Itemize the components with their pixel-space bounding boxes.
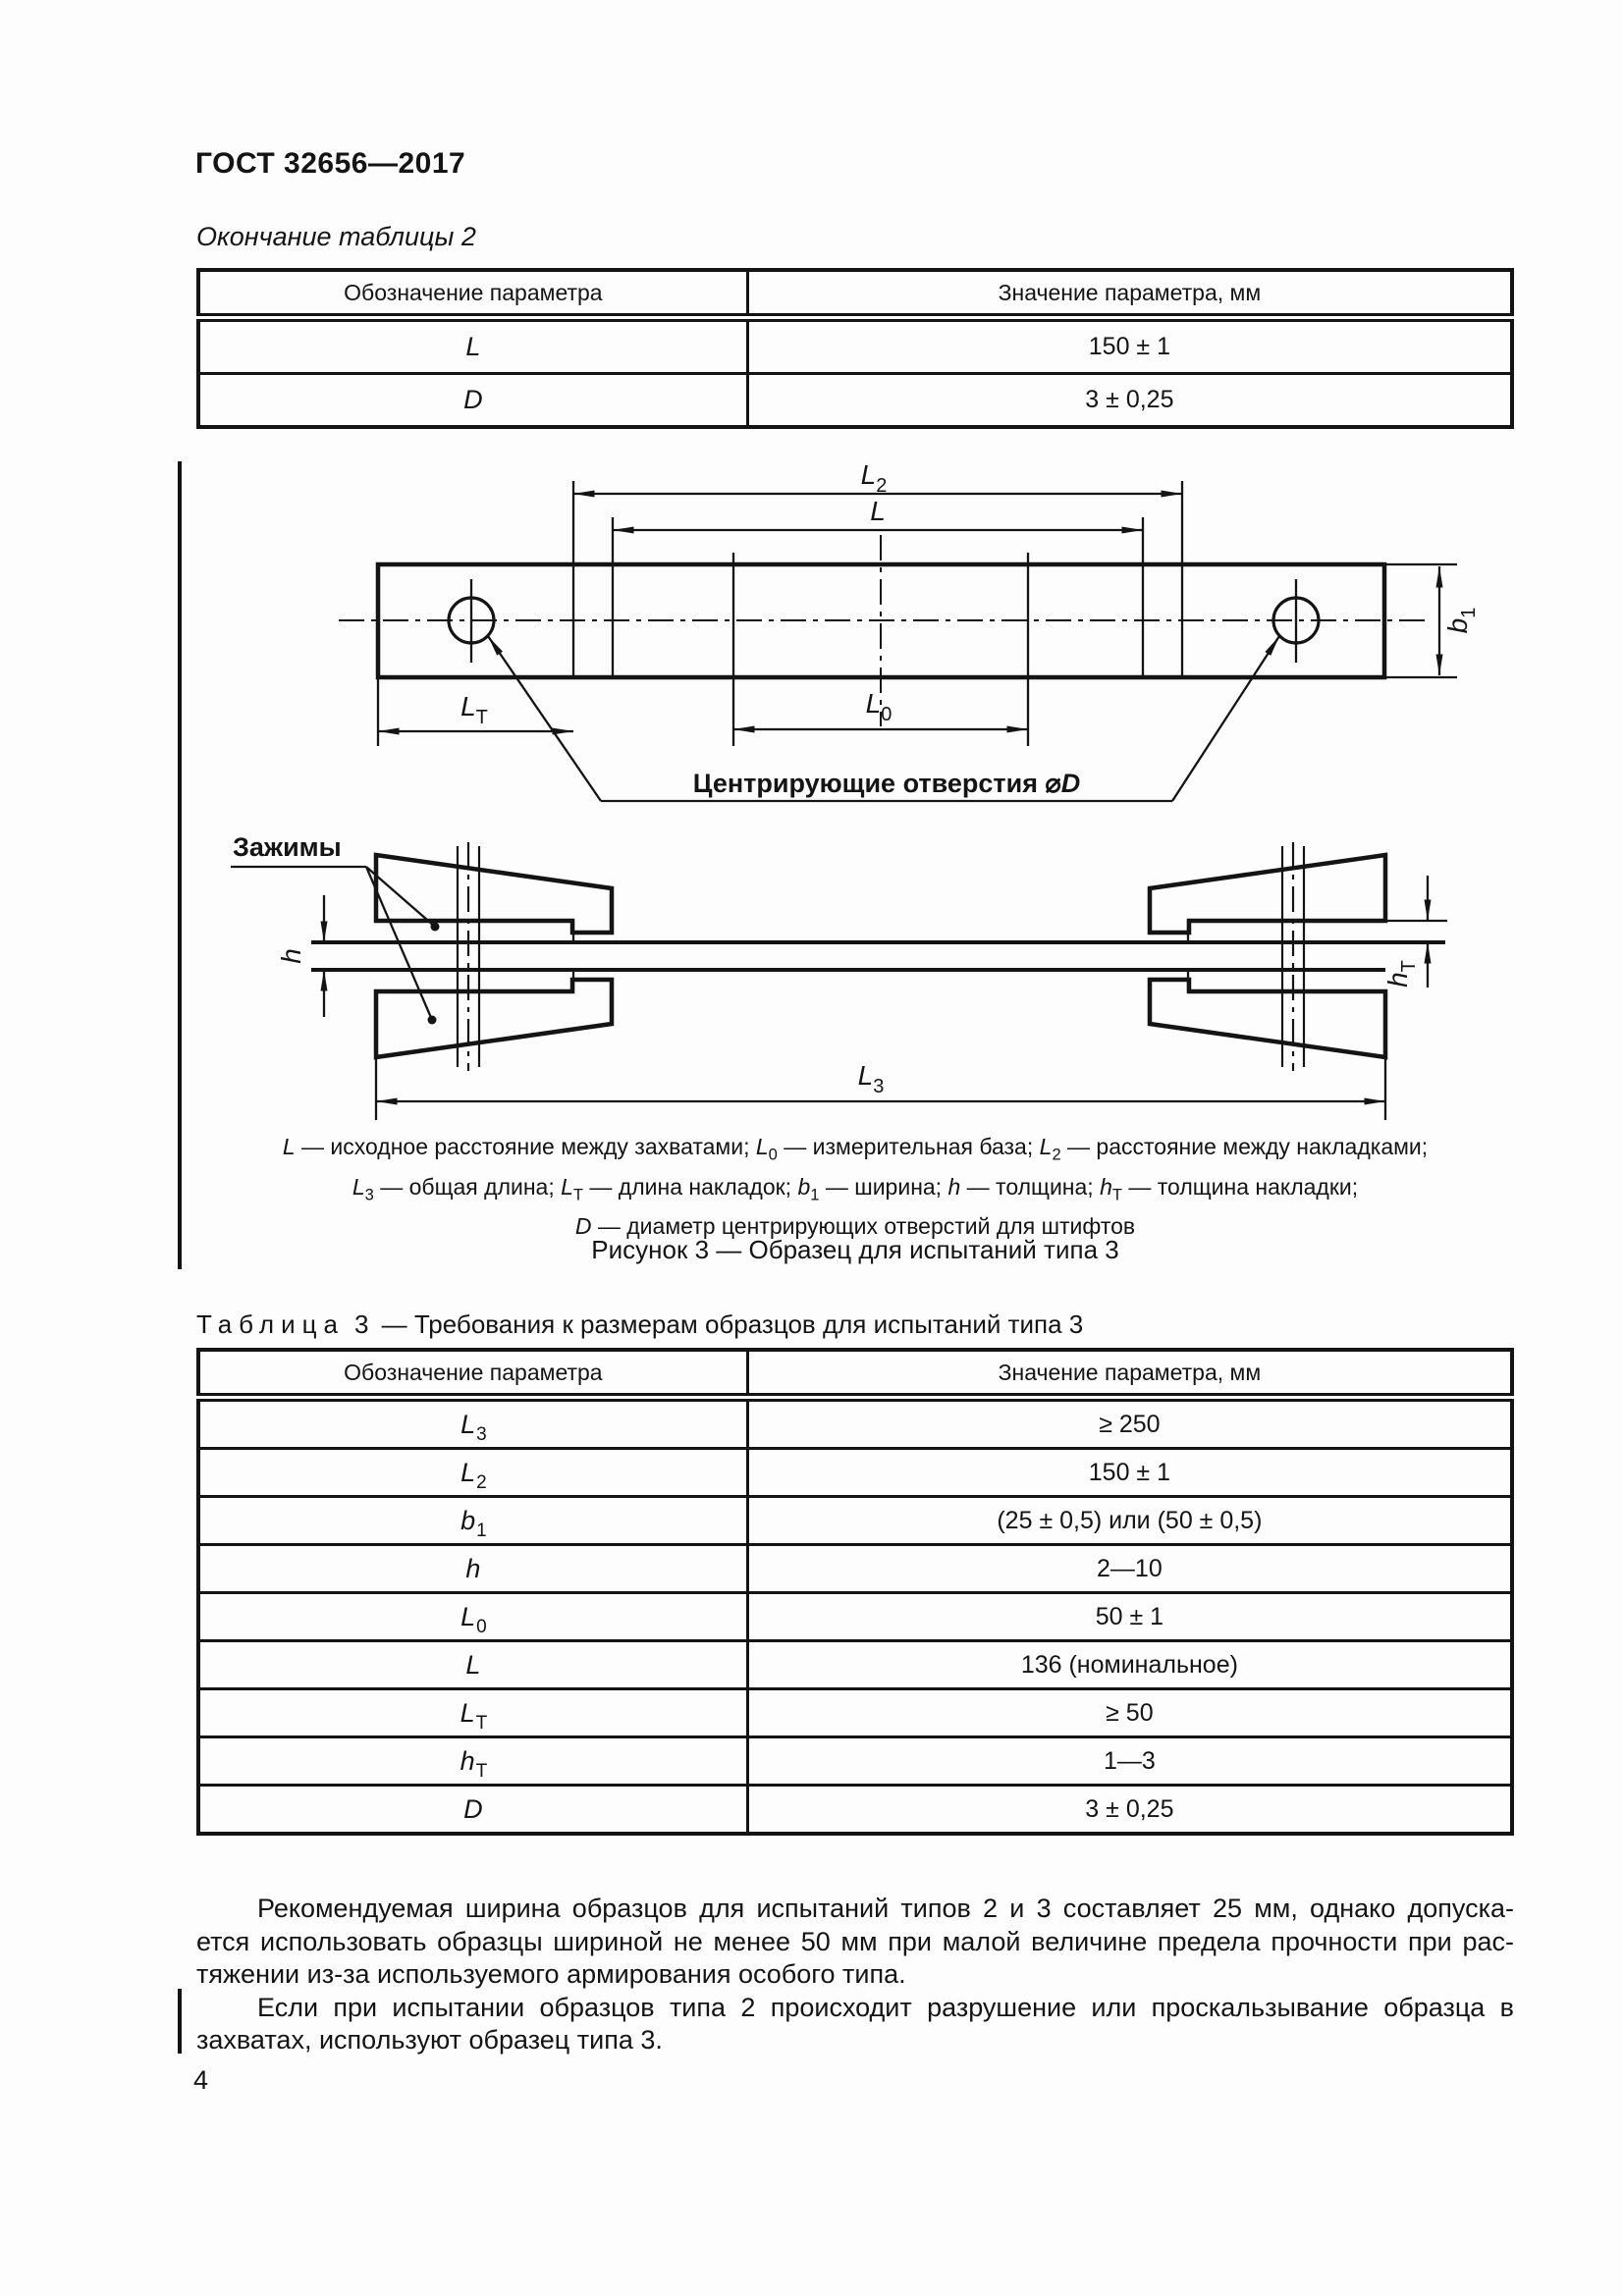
- param-subscript: 3: [476, 1423, 487, 1445]
- clamp-wedges: [376, 855, 1385, 1057]
- value-cell: 2—10: [747, 1545, 1512, 1593]
- table-2-end: [196, 268, 1514, 429]
- param-symbol: L: [465, 332, 481, 361]
- value-cell: 3 ± 0,25: [747, 374, 1512, 428]
- body-text: [196, 1893, 1514, 2057]
- param-cell: [198, 1737, 747, 1786]
- param-symbol: L: [465, 1649, 481, 1680]
- value-cell: 136 (номинальное): [747, 1641, 1512, 1689]
- param-cell: [198, 1398, 747, 1449]
- value-cell: ≥ 50: [747, 1689, 1512, 1737]
- label-clamps: Зажимы: [233, 832, 342, 862]
- param-cell: [198, 1545, 747, 1593]
- value-cell: 50 ± 1: [747, 1593, 1512, 1641]
- param-symbol: L: [460, 1409, 476, 1439]
- param-symbol: h: [460, 1745, 475, 1776]
- caption-line: L — исходное расстояние между захватами; $L_0$ — измерительная база; $L_2$ — расстояние между накладками;: [282, 1134, 1429, 1164]
- table-row: [198, 1737, 1512, 1786]
- param-symbol: h: [465, 1553, 481, 1583]
- param-symbol: D: [463, 1793, 483, 1824]
- param-subscript: 2: [476, 1471, 487, 1493]
- division-lines: [378, 481, 1296, 746]
- specimen-strip: [311, 942, 1445, 970]
- page-number: 4: [193, 2065, 209, 2095]
- paragraph-line: тяжении из-за используемого армирования особого типа.: [196, 1959, 906, 1989]
- table-row: [198, 1398, 1512, 1449]
- param-subscript: Т: [475, 1712, 488, 1734]
- table-3-number: 3: [353, 1309, 369, 1339]
- table-row: [198, 1786, 1512, 1835]
- paragraph-line: Рекомендуемая ширина образцов для испытаний типов 2 и 3 составляет 25 мм, однако допуска-: [257, 1894, 1514, 1923]
- value-cell: ≥ 250: [747, 1398, 1512, 1449]
- param-cell: [198, 1786, 747, 1835]
- column-header-param: Обозначение параметра: [198, 270, 747, 318]
- param-symbol: L: [460, 1697, 475, 1728]
- param-symbol: L: [460, 1601, 476, 1631]
- change-bar: [178, 461, 182, 1269]
- clamp-upper-right: [1150, 855, 1385, 933]
- table-3-text: — Требования к размерам образцов для испытаний типа 3: [381, 1309, 1084, 1339]
- figure-caption: [196, 1131, 1514, 1242]
- label-b1: $b_1$: [1442, 607, 1480, 634]
- specimen-top-view: [339, 481, 1457, 801]
- param-cell: [198, 374, 747, 428]
- param-cell: [198, 1497, 747, 1545]
- column-header-value: Значение параметра, мм: [747, 1350, 1512, 1398]
- value-cell: 1—3: [747, 1737, 1512, 1786]
- paragraph-line: захватах, используют образец типа 3.: [196, 2025, 663, 2055]
- caption-line: D — диаметр центрирующих отверстий для штифтов: [574, 1213, 1136, 1240]
- change-bar: [178, 1989, 182, 2054]
- column-header-param: Обозначение параметра: [198, 1350, 747, 1398]
- param-subscript: 1: [476, 1520, 487, 1541]
- table-header-row: [198, 1350, 1512, 1398]
- param-subscript: 0: [476, 1616, 487, 1637]
- figure-title: Рисунок 3 — Образец для испытаний типа 3: [591, 1235, 1119, 1264]
- label-LT: $L_Т$: [460, 691, 488, 728]
- clamps-leader: [231, 867, 440, 1025]
- table-3: [196, 1348, 1514, 1836]
- paragraph-line: Если при испытании образцов типа 2 происходит разрушение или проскальзывание образца в: [257, 1992, 1514, 2022]
- specimen-side-view: [231, 842, 1447, 1120]
- table-row: [198, 318, 1512, 374]
- tab-lines: [573, 921, 1447, 991]
- value-cell: (25 ± 0,5) или (50 ± 0,5): [747, 1497, 1512, 1545]
- label-L0: $L_0$: [865, 688, 893, 725]
- table-row: [198, 1689, 1512, 1737]
- param-cell: [198, 1593, 747, 1641]
- table-3-word: Таблица: [196, 1309, 345, 1339]
- param-symbol: b: [460, 1505, 476, 1535]
- clamp-lower-right: [1150, 980, 1385, 1057]
- table-row: [198, 1593, 1512, 1641]
- param-symbol: D: [463, 385, 483, 414]
- table-3-title: [196, 1309, 1514, 1340]
- value-cell: 3 ± 0,25: [747, 1786, 1512, 1835]
- table-row: [198, 1545, 1512, 1593]
- param-cell: [198, 1641, 747, 1689]
- table-row: [198, 1641, 1512, 1689]
- table-row: [198, 374, 1512, 428]
- table-header-row: [198, 270, 1512, 318]
- clamp-lower-left: [376, 980, 612, 1057]
- param-symbol: L: [460, 1457, 476, 1487]
- label-L3: $L_3$: [857, 1060, 885, 1097]
- paragraph-line: ется использовать образцы шириной не менее 50 мм при малой величине предела прочности при рас-: [196, 1926, 1514, 1956]
- figure-3-drawing: [196, 452, 1514, 1129]
- param-cell: [198, 318, 747, 374]
- pin-holes: [458, 842, 1304, 1071]
- standard-designation: ГОСТ 32656—2017: [195, 147, 466, 180]
- column-header-value: Значение параметра, мм: [747, 270, 1512, 318]
- param-cell: [198, 1449, 747, 1497]
- label-hT: $h_Т$: [1382, 960, 1420, 988]
- label-centering-holes: Центрирующие отверстия ⌀D: [692, 769, 1081, 798]
- label-L: L: [870, 496, 886, 526]
- table-row: [198, 1449, 1512, 1497]
- param-cell: [198, 1689, 747, 1737]
- value-cell: 150 ± 1: [747, 1449, 1512, 1497]
- table2-continuation-note: Окончание таблицы 2: [196, 222, 476, 251]
- table-row: [198, 1497, 1512, 1545]
- param-subscript: Т: [475, 1760, 488, 1782]
- clamp-upper-left: [376, 855, 612, 933]
- value-cell: 150 ± 1: [747, 318, 1512, 374]
- label-h: h: [276, 948, 306, 964]
- caption-line: $L_3$ — общая длина; $L_Т$ — длина накладок; $b_1$ — ширина; h — толщина; $h_Т$ — толщина накладки;: [352, 1173, 1359, 1204]
- label-L2: $L_2$: [860, 459, 888, 497]
